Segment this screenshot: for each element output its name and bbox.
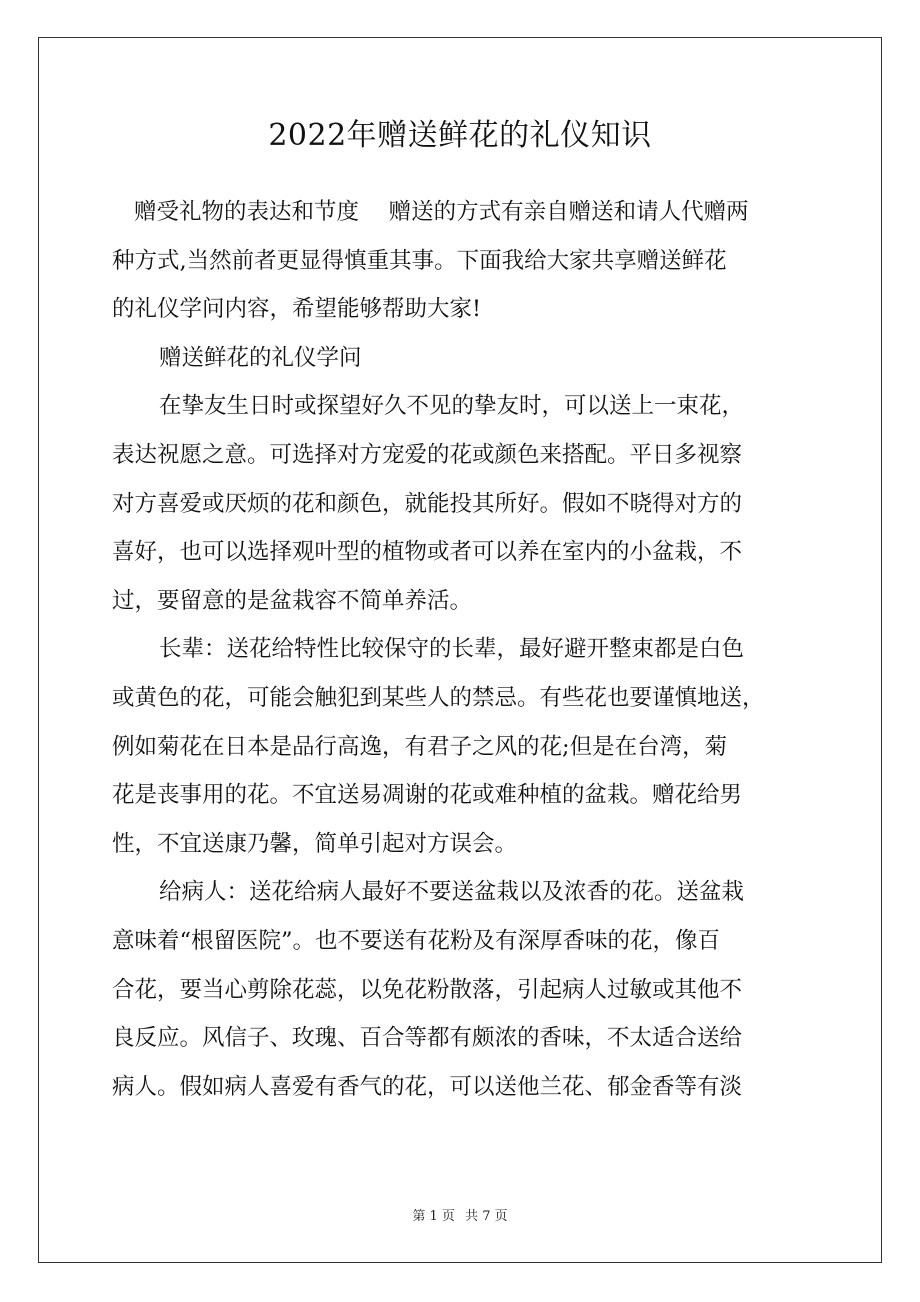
paragraph-line: 种方式,当然前者更显得慎重其事。下面我给大家共享赠送鲜花 (112, 247, 727, 274)
paragraph-line: 长辈：送花给特性比较保守的长辈，最好避开整束都是白色 (159, 636, 745, 663)
paragraph-line: 喜好，也可以选择观叶型的植物或者可以养在室内的小盆栽，不 (112, 539, 743, 566)
paragraph-line: 合花，要当心剪除花蕊，以免花粉散落，引起病人过敏或其他不 (112, 976, 743, 1003)
document-body (112, 188, 812, 1111)
paragraph-line: 在挚友生日时或探望好久不见的挚友时，可以送上一束花， (159, 393, 745, 420)
page-total: 共 7 页 (465, 1209, 508, 1224)
paragraph-line: 过，要留意的是盆栽容不简单养活。 (112, 587, 473, 614)
paragraph-line: 或黄色的花，可能会触犯到某些人的禁忌。有些花也要谨慎地送， (112, 684, 765, 711)
paragraph-line: 表达祝愿之意。可选择对方宠爱的花或颜色来搭配。平日多视察 (112, 441, 743, 468)
paragraph-line: 给病人：送花给病人最好不要送盆栽以及浓香的花。送盆栽 (159, 879, 745, 906)
paragraph-line: 例如菊花在日本是品行高逸，有君子之风的花;但是在台湾，菊 (112, 733, 728, 760)
paragraph-line: 的礼仪学问内容，希望能够帮助大家! (112, 296, 482, 323)
page-footer (0, 1208, 920, 1226)
section-heading: 赠送鲜花的礼仪学问 (159, 344, 362, 371)
paragraph-line: 赠受礼物的表达和节度 赠送的方式有亲自赠送和请人代赠两 (134, 199, 749, 225)
paragraph-line: 花是丧事用的花。不宜送易凋谢的花或难种植的盆栽。赠花给男 (112, 782, 743, 809)
paragraph-line: 良反应。风信子、玫瑰、百合等都有颇浓的香味，不太适合送给 (112, 1025, 743, 1052)
paragraph-line: 意味着“根留医院”。也不要送有花粉及有深厚香味的花，像百 (112, 927, 721, 954)
page-number: 第 1 页 (412, 1209, 455, 1224)
paragraph-line: 对方喜爱或厌烦的花和颜色，就能投其所好。假如不晓得对方的 (112, 490, 743, 517)
paragraph-line: 病人。假如病人喜爱有香气的花，可以送他兰花、郁金香等有淡 (112, 1073, 743, 1100)
document-title: 2022年赠送鲜花的礼仪知识 (268, 118, 652, 153)
paragraph-line: 性，不宜送康乃馨，简单引起对方误会。 (112, 830, 518, 857)
